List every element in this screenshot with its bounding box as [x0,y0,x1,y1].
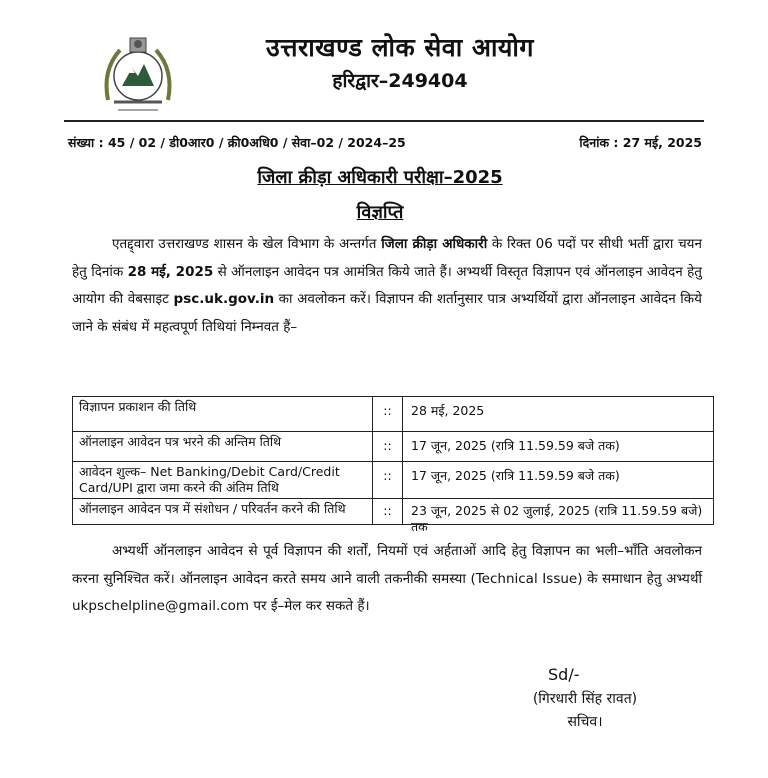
date-label: ऑनलाइन आवेदन पत्र में संशोधन / परिवर्तन करने की तिथि [73,499,373,524]
para2-text: अभ्यर्थी ऑनलाइन आवेदन से पूर्व विज्ञापन की शर्तों, नियमों एवं अर्हताओं आदि हेतु विज्ञापन का भली–भाँति अवलोकन करना सुनिश्चित करें। ऑनलाइन आवेदन करते समय आने वाली तकनीकी समस्या (Technical Issue) के समाधान हेतु अभ्यर्थी ukpschelpline@gmail.com पर ई–मेल कर सकते हैं। [72,543,702,614]
notice-paragraph-2 [72,538,702,621]
table-row [73,397,713,432]
date-label: विज्ञापन प्रकाशन की तिथि [73,397,373,431]
table-row [73,462,713,499]
exam-title: जिला क्रीड़ा अधिकारी परीक्षा–2025 [257,167,503,188]
para1-start-date: 28 मई, 2025 [127,263,214,280]
org-name: उत्तराखण्ड लोक सेवा आयोग [266,33,534,62]
date-value: 28 मई, 2025 [411,403,485,418]
table-row [73,432,713,462]
notice-title: विज्ञप्ति [356,202,404,223]
date-value: 17 जून, 2025 (रात्रि 11.59.59 बजे तक) [411,468,620,483]
signatory-designation: सचिव। [567,714,603,730]
org-address: हरिद्वार–249404 [332,70,468,92]
date-value: 23 जून, 2025 से 02 जुलाई, 2025 (रात्रि 11.59.59 बजे) तक [411,503,703,534]
table-row [73,499,713,534]
ukpsc-emblem-icon [98,30,178,116]
reference-number: संख्या : 45 / 02 / डी0आर0 / क्री0अधि0 / सेवा–02 / 2024–25 [68,135,406,150]
date-label: ऑनलाइन आवेदन पत्र भरने की अन्तिम तिथि [73,432,373,461]
header-divider [64,120,704,122]
para1-text-e: से ऑनलाइन आवेदन पत्र आमंत्रित किये जाते हैं। अभ्यर्थी विस्तृत विज्ञापन एवं ऑनलाइन आवेदन हेतु आयोग की वेबसाइट [72,263,702,307]
separator: :: [373,499,403,524]
important-dates-table [72,396,714,534]
signature-sd: Sd/- [548,665,580,684]
notice-paragraph-1 [72,231,702,341]
separator: :: [373,397,403,431]
para1-text-c: के रिक्त 06 पदों पर सीधी भर्ती द्वारा चयन हेतु दिनांक [72,236,702,280]
date-value: 17 जून, 2025 (रात्रि 11.59.59 बजे तक) [411,438,620,453]
para1-text-g: का अवलोकन करें। विज्ञापन की शर्तानुसार पात्र अभ्यर्थियों द्वारा ऑनलाइन आवेदन किये जाने के संबंध में महत्वपूर्ण तिथियां निम्नवत हैं– [72,291,702,335]
reference-date: दिनांक : 27 मई, 2025 [579,135,702,150]
date-label: आवेदन शुल्क– Net Banking/Debit Card/Credit Card/UPI द्वारा जमा करने की अंतिम तिथि [73,462,373,498]
para1-text-a: एतद्द्वारा उत्तराखण्ड शासन के खेल विभाग के अन्तर्गत [112,236,382,252]
separator: :: [373,462,403,498]
para1-post-name: जिला क्रीड़ा अधिकारी [381,236,488,252]
website-link[interactable]: psc.uk.gov.in [173,291,275,307]
separator: :: [373,432,403,461]
signatory-name: (गिरधारी सिंह रावत) [532,691,638,707]
